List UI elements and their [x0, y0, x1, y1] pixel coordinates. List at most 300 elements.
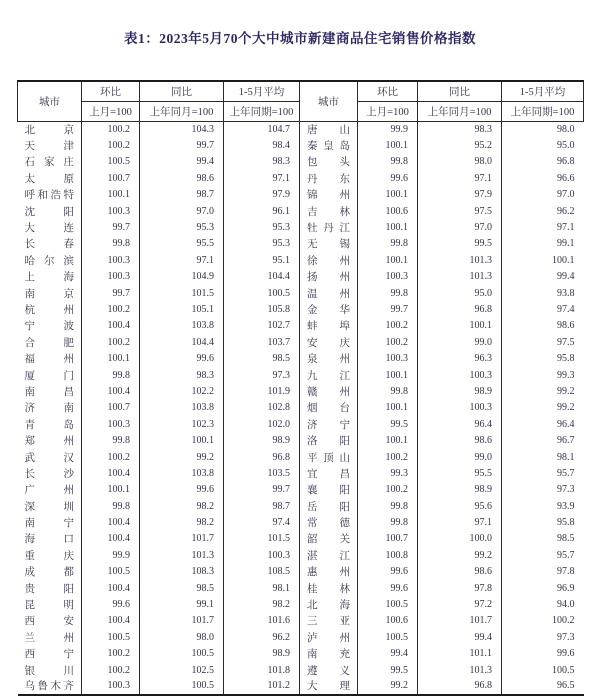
value-cell: 100.5 [82, 564, 140, 580]
city-cell: 长 春 [24, 239, 74, 251]
value-cell: 100.3 [82, 269, 140, 285]
value-cell: 97.3 [502, 482, 584, 498]
value-cell: 100.0 [418, 531, 502, 547]
value-cell: 100.6 [358, 613, 418, 629]
city-cell: 成 都 [24, 567, 74, 579]
table-row [18, 432, 584, 448]
value-cell: 99.6 [358, 170, 418, 186]
table-row [18, 580, 584, 596]
value-cell: 100.4 [82, 613, 140, 629]
city-cell: 平 顶 山 [300, 449, 358, 465]
value-cell: 100.2 [82, 449, 140, 465]
value-cell: 95.8 [502, 514, 584, 530]
value-cell: 100.3 [358, 269, 418, 285]
value-cell: 97.1 [418, 514, 502, 530]
city-cell: 无 锡 [300, 236, 358, 252]
value-cell: 93.9 [502, 498, 584, 514]
value-cell: 95.0 [502, 137, 584, 153]
value-cell: 99.4 [502, 269, 584, 285]
value-cell: 101.3 [418, 662, 502, 678]
header-avg-base-right: 上年同期=100 [502, 101, 584, 121]
table-row [18, 531, 584, 547]
value-cell: 101.5 [140, 285, 224, 301]
value-cell: 99.8 [82, 236, 140, 252]
value-cell: 97.1 [502, 219, 584, 235]
value-cell: 99.4 [418, 629, 502, 645]
page-title: 表1：2023年5月70个大中城市新建商品住宅销售价格指数 [124, 31, 476, 46]
value-cell: 97.2 [418, 596, 502, 612]
header-mom-left: 环比 [82, 81, 140, 101]
table-row [18, 219, 584, 235]
city-cell: 乌 鲁 木 齐 [24, 681, 74, 693]
value-cell: 95.6 [418, 498, 502, 514]
city-cell: 宁 波 [24, 321, 74, 333]
value-cell: 97.4 [502, 301, 584, 317]
value-cell: 98.5 [224, 350, 300, 366]
value-cell: 99.7 [224, 482, 300, 498]
value-cell: 98.2 [140, 514, 224, 530]
value-cell: 99.6 [358, 580, 418, 596]
value-cell: 100.1 [140, 432, 224, 448]
value-cell: 102.2 [140, 383, 224, 399]
value-cell: 99.5 [358, 416, 418, 432]
city-cell: 西 安 [24, 616, 74, 628]
table-row [18, 318, 584, 334]
city-cell: 徐 州 [300, 252, 358, 268]
value-cell: 99.0 [418, 449, 502, 465]
value-cell: 98.9 [418, 482, 502, 498]
value-cell: 99.6 [140, 350, 224, 366]
value-cell: 100.3 [82, 203, 140, 219]
table-header [18, 81, 584, 121]
table-row [18, 662, 584, 678]
value-cell: 97.9 [224, 187, 300, 203]
city-cell: 泸 州 [300, 629, 358, 645]
table-row [18, 236, 584, 252]
city-cell: 吉 林 [300, 203, 358, 219]
value-cell: 108.3 [140, 564, 224, 580]
city-cell: 惠 州 [300, 564, 358, 580]
value-cell: 100.1 [358, 367, 418, 383]
value-cell: 96.8 [224, 449, 300, 465]
value-cell: 97.3 [502, 629, 584, 645]
value-cell: 95.3 [224, 236, 300, 252]
header-avg-right: 1-5月平均 [502, 81, 584, 101]
value-cell: 104.9 [140, 269, 224, 285]
value-cell: 99.3 [358, 465, 418, 481]
value-cell: 101.1 [418, 646, 502, 662]
value-cell: 99.9 [358, 121, 418, 137]
city-cell: 湛 江 [300, 547, 358, 563]
value-cell: 96.7 [502, 432, 584, 448]
city-cell: 韶 关 [300, 531, 358, 547]
value-cell: 104.4 [224, 269, 300, 285]
value-cell: 95.3 [140, 219, 224, 235]
header-mom-base-left: 上月=100 [82, 101, 140, 121]
header-mom-base-right: 上月=100 [358, 101, 418, 121]
value-cell: 97.3 [224, 367, 300, 383]
value-cell: 96.8 [502, 154, 584, 170]
value-cell: 101.9 [224, 383, 300, 399]
value-cell: 101.3 [418, 252, 502, 268]
value-cell: 100.1 [82, 187, 140, 203]
value-cell: 101.7 [140, 531, 224, 547]
table-body [18, 121, 584, 695]
value-cell: 99.8 [82, 498, 140, 514]
value-cell: 97.8 [502, 564, 584, 580]
value-cell: 95.1 [224, 252, 300, 268]
value-cell: 100.4 [82, 465, 140, 481]
value-cell: 100.5 [502, 662, 584, 678]
city-cell: 武 汉 [24, 452, 74, 464]
value-cell: 99.1 [140, 596, 224, 612]
price-index-table [17, 80, 584, 696]
city-cell: 南 昌 [24, 386, 74, 398]
value-cell: 97.5 [418, 203, 502, 219]
value-cell: 102.7 [224, 318, 300, 334]
value-cell: 99.9 [82, 547, 140, 563]
table-row [18, 596, 584, 612]
value-cell: 100.7 [82, 170, 140, 186]
table-row [18, 367, 584, 383]
value-cell: 99.8 [358, 285, 418, 301]
city-cell: 哈 尔 滨 [24, 255, 74, 267]
city-cell: 天 津 [24, 141, 74, 153]
value-cell: 101.6 [224, 613, 300, 629]
city-cell: 大 连 [24, 223, 74, 235]
city-cell: 合 肥 [24, 337, 74, 349]
value-cell: 98.9 [224, 432, 300, 448]
value-cell: 100.3 [418, 400, 502, 416]
value-cell: 100.2 [358, 318, 418, 334]
value-cell: 96.3 [418, 350, 502, 366]
value-cell: 99.8 [358, 154, 418, 170]
value-cell: 98.1 [502, 449, 584, 465]
value-cell: 100.7 [82, 400, 140, 416]
value-cell: 95.7 [502, 547, 584, 563]
value-cell: 98.4 [224, 137, 300, 153]
city-cell: 泉 州 [300, 350, 358, 366]
value-cell: 98.6 [140, 170, 224, 186]
value-cell: 100.3 [82, 678, 140, 694]
value-cell: 96.4 [418, 416, 502, 432]
table-row [18, 334, 584, 350]
value-cell: 95.7 [502, 465, 584, 481]
value-cell: 98.3 [224, 154, 300, 170]
value-cell: 104.3 [140, 121, 224, 137]
city-cell: 九 江 [300, 367, 358, 383]
value-cell: 98.5 [140, 580, 224, 596]
value-cell: 97.1 [418, 170, 502, 186]
table-row [18, 498, 584, 514]
city-cell: 襄 阳 [300, 482, 358, 498]
header-yoy-base-right: 上年同月=100 [418, 101, 502, 121]
city-cell: 兰 州 [24, 632, 74, 644]
city-cell: 包 头 [300, 154, 358, 170]
value-cell: 96.8 [418, 678, 502, 694]
value-cell: 95.0 [418, 285, 502, 301]
value-cell: 100.1 [358, 219, 418, 235]
value-cell: 100.3 [82, 252, 140, 268]
value-cell: 100.8 [358, 547, 418, 563]
city-cell: 青 岛 [24, 419, 74, 431]
city-cell: 蚌 埠 [300, 318, 358, 334]
table-row [18, 121, 584, 137]
value-cell: 99.4 [140, 154, 224, 170]
value-cell: 96.2 [224, 629, 300, 645]
value-cell: 103.8 [140, 400, 224, 416]
table-row [18, 301, 584, 317]
value-cell: 103.7 [224, 334, 300, 350]
value-cell: 100.2 [82, 334, 140, 350]
value-cell: 99.0 [418, 334, 502, 350]
value-cell: 99.8 [82, 367, 140, 383]
value-cell: 100.1 [358, 137, 418, 153]
table-row [18, 678, 584, 694]
value-cell: 98.0 [502, 121, 584, 137]
value-cell: 95.3 [224, 219, 300, 235]
city-cell: 长 沙 [24, 468, 74, 480]
value-cell: 95.2 [418, 137, 502, 153]
city-cell: 西 宁 [24, 649, 74, 661]
value-cell: 97.1 [140, 252, 224, 268]
table-row [18, 350, 584, 366]
table-row [18, 252, 584, 268]
value-cell: 97.5 [502, 334, 584, 350]
value-cell: 101.7 [418, 613, 502, 629]
city-cell: 济 南 [24, 403, 74, 415]
value-cell: 99.8 [358, 236, 418, 252]
table-row [18, 269, 584, 285]
value-cell: 100.1 [82, 482, 140, 498]
table-row [18, 416, 584, 432]
value-cell: 96.5 [502, 678, 584, 694]
value-cell: 97.9 [418, 187, 502, 203]
value-cell: 100.5 [140, 646, 224, 662]
header-row-top [18, 81, 584, 101]
value-cell: 99.6 [358, 564, 418, 580]
table-row [18, 646, 584, 662]
city-cell: 杭 州 [24, 304, 74, 316]
value-cell: 97.1 [224, 170, 300, 186]
city-cell: 大 理 [300, 678, 358, 694]
value-cell: 96.4 [502, 416, 584, 432]
table-row [18, 449, 584, 465]
city-cell: 唐 山 [300, 121, 358, 137]
value-cell: 100.5 [82, 629, 140, 645]
city-cell: 南 充 [300, 646, 358, 662]
city-cell: 三 亚 [300, 613, 358, 629]
value-cell: 100.3 [418, 367, 502, 383]
value-cell: 97.0 [418, 219, 502, 235]
value-cell: 101.5 [224, 531, 300, 547]
value-cell: 97.0 [502, 187, 584, 203]
value-cell: 100.1 [82, 350, 140, 366]
value-cell: 98.9 [224, 646, 300, 662]
value-cell: 99.7 [358, 301, 418, 317]
value-cell: 98.6 [418, 432, 502, 448]
value-cell: 98.0 [140, 629, 224, 645]
value-cell: 98.7 [140, 187, 224, 203]
value-cell: 99.7 [82, 285, 140, 301]
value-cell: 100.2 [502, 613, 584, 629]
value-cell: 97.0 [140, 203, 224, 219]
value-cell: 94.0 [502, 596, 584, 612]
table-row [18, 400, 584, 416]
city-cell: 海 口 [24, 534, 74, 546]
header-avg-left: 1-5月平均 [224, 81, 300, 101]
value-cell: 100.1 [358, 187, 418, 203]
table-row [18, 154, 584, 170]
value-cell: 100.4 [82, 383, 140, 399]
value-cell: 100.3 [224, 547, 300, 563]
value-cell: 100.2 [82, 646, 140, 662]
value-cell: 96.9 [502, 580, 584, 596]
header-yoy-left: 同比 [140, 81, 224, 101]
value-cell: 100.1 [358, 400, 418, 416]
value-cell: 95.5 [418, 465, 502, 481]
city-cell: 金 华 [300, 301, 358, 317]
header-yoy-right: 同比 [418, 81, 502, 101]
city-cell: 秦 皇 岛 [300, 137, 358, 153]
value-cell: 101.2 [224, 678, 300, 694]
value-cell: 102.8 [224, 400, 300, 416]
value-cell: 100.5 [140, 678, 224, 694]
value-cell: 100.4 [82, 580, 140, 596]
city-cell: 北 京 [24, 124, 74, 136]
table-row [18, 514, 584, 530]
value-cell: 98.7 [224, 498, 300, 514]
value-cell: 100.2 [82, 137, 140, 153]
city-cell: 济 宁 [300, 416, 358, 432]
value-cell: 99.6 [82, 596, 140, 612]
value-cell: 98.1 [224, 580, 300, 596]
value-cell: 100.4 [82, 318, 140, 334]
value-cell: 101.7 [140, 613, 224, 629]
value-cell: 100.2 [82, 662, 140, 678]
table-row [18, 203, 584, 219]
value-cell: 103.8 [140, 465, 224, 481]
city-cell: 岳 阳 [300, 498, 358, 514]
value-cell: 104.4 [140, 334, 224, 350]
value-cell: 99.2 [502, 383, 584, 399]
value-cell: 96.8 [418, 301, 502, 317]
value-cell: 105.8 [224, 301, 300, 317]
city-cell: 烟 台 [300, 400, 358, 416]
value-cell: 96.1 [224, 203, 300, 219]
value-cell: 100.1 [358, 432, 418, 448]
value-cell: 100.5 [224, 285, 300, 301]
city-cell: 北 海 [300, 596, 358, 612]
table-row [18, 564, 584, 580]
value-cell: 98.9 [418, 383, 502, 399]
value-cell: 99.6 [140, 482, 224, 498]
city-cell: 南 宁 [24, 518, 74, 530]
city-cell: 温 州 [300, 285, 358, 301]
value-cell: 97.4 [224, 514, 300, 530]
value-cell: 100.3 [82, 416, 140, 432]
header-city-left: 城市 [18, 81, 82, 121]
city-cell: 宜 昌 [300, 465, 358, 481]
value-cell: 100.2 [358, 482, 418, 498]
city-cell: 广 州 [24, 485, 74, 497]
value-cell: 95.5 [140, 236, 224, 252]
city-cell: 安 庆 [300, 334, 358, 350]
city-cell: 太 原 [24, 173, 74, 185]
value-cell: 100.3 [358, 350, 418, 366]
value-cell: 98.6 [418, 564, 502, 580]
city-cell: 牡 丹 江 [300, 219, 358, 235]
value-cell: 99.4 [358, 646, 418, 662]
value-cell: 100.2 [82, 301, 140, 317]
header-city-right: 城市 [300, 81, 358, 121]
table-row [18, 285, 584, 301]
value-cell: 99.2 [502, 400, 584, 416]
city-cell: 遵 义 [300, 662, 358, 678]
city-cell: 上 海 [24, 272, 74, 284]
value-cell: 98.0 [418, 154, 502, 170]
value-cell: 103.5 [224, 465, 300, 481]
city-cell: 重 庆 [24, 550, 74, 562]
city-cell: 石 家 庄 [24, 157, 74, 169]
header-mom-right: 环比 [358, 81, 418, 101]
value-cell: 98.3 [418, 121, 502, 137]
table-row [18, 613, 584, 629]
header-avg-base-left: 上年同期=100 [224, 101, 300, 121]
city-cell: 桂 林 [300, 580, 358, 596]
table-row [18, 187, 584, 203]
city-cell: 呼 和 浩 特 [24, 190, 74, 202]
value-cell: 99.8 [82, 432, 140, 448]
value-cell: 100.1 [418, 318, 502, 334]
value-cell: 99.3 [502, 367, 584, 383]
table-row [18, 482, 584, 498]
value-cell: 101.3 [418, 269, 502, 285]
value-cell: 99.6 [502, 646, 584, 662]
value-cell: 100.5 [82, 154, 140, 170]
city-cell: 常 德 [300, 514, 358, 530]
header-yoy-base-left: 上年同月=100 [140, 101, 224, 121]
city-cell: 郑 州 [24, 436, 74, 448]
value-cell: 99.2 [140, 449, 224, 465]
table-row [18, 137, 584, 153]
value-cell: 99.8 [358, 498, 418, 514]
city-cell: 深 圳 [24, 501, 74, 513]
value-cell: 100.2 [358, 334, 418, 350]
value-cell: 104.7 [224, 121, 300, 137]
value-cell: 93.8 [502, 285, 584, 301]
city-cell: 锦 州 [300, 187, 358, 203]
value-cell: 101.3 [140, 547, 224, 563]
city-cell: 赣 州 [300, 383, 358, 399]
value-cell: 97.8 [418, 580, 502, 596]
value-cell: 98.6 [502, 318, 584, 334]
city-cell: 扬 州 [300, 269, 358, 285]
value-cell: 99.8 [358, 383, 418, 399]
table-row [18, 170, 584, 186]
value-cell: 96.2 [502, 203, 584, 219]
table-row [18, 629, 584, 645]
value-cell: 105.1 [140, 301, 224, 317]
value-cell: 100.2 [358, 449, 418, 465]
value-cell: 99.2 [418, 547, 502, 563]
value-cell: 100.7 [358, 531, 418, 547]
value-cell: 96.6 [502, 170, 584, 186]
city-cell: 厦 门 [24, 370, 74, 382]
table-row [18, 383, 584, 399]
value-cell: 98.2 [140, 498, 224, 514]
value-cell: 98.3 [140, 367, 224, 383]
